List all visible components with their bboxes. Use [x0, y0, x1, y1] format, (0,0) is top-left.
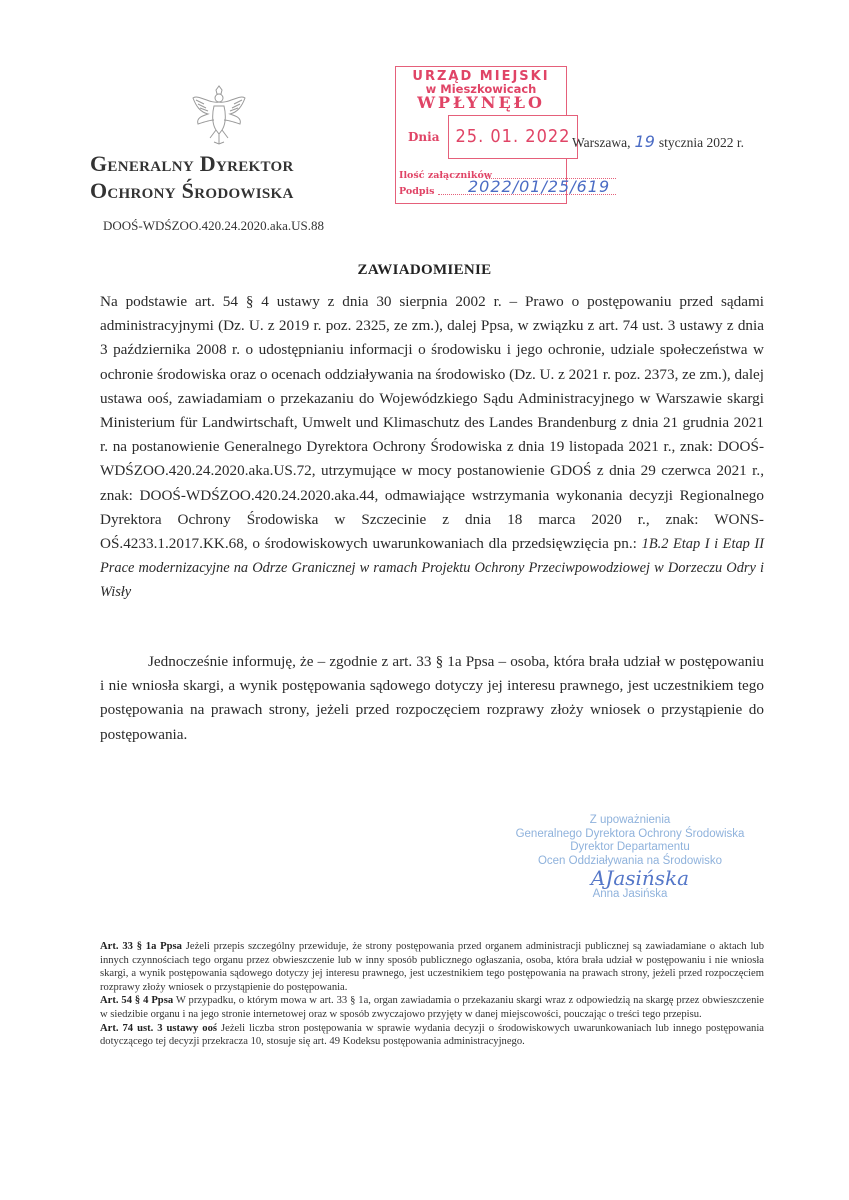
- stamp-date-value: 25. 01. 2022: [448, 115, 578, 159]
- issuer-name-line2: Ochrony Środowiska: [90, 178, 294, 203]
- paragraph-1-text: Na podstawie art. 54 § 4 ustawy z dnia 30 sierpnia 2002 r. – Prawo o postępowaniu przed sądami administracyjnymi (Dz. U. z 2019 r. poz. 2325, ze zm.), dalej Ppsa, w związku z art. 74 ust. 3 ustawy z dnia 3 października 2008 r. o udostępnianiu informacji o środowisku i jego ochronie, udziale społeczeństwa w ochronie środowiska oraz o ocenach oddziaływania na środowisko (Dz. U. z 2021 r. poz. 2373, ze zm.), dalej ustawa ooś, zawiadamiam o przekazaniu do Wojewódzkiego Sądu Administracyjnego w Warszawie skargi Ministerium für Landwirtschaft, Umwelt und Klimaschutz des Landes Brandenburg z dnia 21 grudnia 2021 r. na postanowienie Generalnego Dyrektora Ochrony Środowiska z dnia 19 listopada 2021 r., znak: DOOŚ-WDŚZOO.420.24.2020.aka.US.72, utrzymujące w mocy postanowienie GDOŚ z dnia 29 czerwca 2021 r., znak: DOOŚ-WDŚZOO.420.24.2020.aka.44, odmawiające wstrzymania wykonania decyzji Regionalnego Dyrektora Ochrony Środowiska w Szczecinie z dnia 18 marca 2020 r., znak: WONS-OŚ.4233.1.2017.KK.68, o środowiskowych uwarunkowaniach dla przedsięwzięcia pn.:: [100, 293, 764, 553]
- paragraph-2: Jednocześnie informuję, że – zgodnie z art. 33 § 1a Ppsa – osoba, która brała udział w postępowaniu i nie wniosła skargi, a wynik postępowania sądowego dotyczy jej interesu prawnego, jest uczestnikiem tego postępowania na prawach strony, jeżeli przed rozpoczęciem rozprawy złoży wniosek o przystąpienie do postępowania.: [100, 653, 764, 743]
- footnote-art74: [100, 1022, 764, 1049]
- footnote-label: Art. 54 § 4 Ppsa: [100, 995, 174, 1007]
- handwritten-signature: AJasińska: [590, 866, 690, 890]
- signature-line4: Ocen Oddziaływania na Środowisko: [537, 854, 723, 867]
- polish-eagle-emblem-icon: [190, 84, 248, 148]
- legal-footnotes: [100, 940, 764, 1049]
- stamp-handwritten-number: 2022/01/25/619: [468, 177, 611, 196]
- stamp-date-label: Dnia: [408, 130, 440, 144]
- footnote-label: Art. 74 ust. 3 ustawy ooś: [100, 1022, 218, 1034]
- stamp-town: w Mieszkowicach: [425, 82, 537, 96]
- footnote-art54: [100, 994, 764, 1021]
- document-title: ZAWIADOMIENIE: [357, 262, 492, 278]
- footnote-text: Jeżeli przepis szczególny przewiduje, że strony postępowania przed organem administracji publicznej są zawiadamiane o aktach lub innych czynnościach tego organu przez obwieszczenie lub w inny sposób publicznego ogłaszania, osoba, która brała udział w postępowaniu i nie wniosła skargi, a wynik postępowania sądowego dotyczy jej interesu prawnego, jest uczestnikiem tego postępowania na prawach strony, jeżeli przed rozpoczęciem rozprawy złoży wniosek o przystąpienie do postępowania.: [100, 941, 764, 993]
- signature-line2: Generalnego Dyrektora Ochrony Środowiska: [515, 827, 745, 840]
- project-name: 1B.2 Etap I i Etap II Prace modernizacyjne na Odrze Granicznej w ramach Projektu Ochrony Przeciwpowodziowej w Dorzeczu Odry i Wisły: [100, 536, 764, 601]
- footnote-text: W przypadku, o którym mowa w art. 33 § 1a, organ zawiadamia o przekazaniu skargi wraz z odpowiedzią na skargę przez obwieszczenie w siedzibie organu i na jego stronie internetowej oraz w sposób zwyczajowo przyjęty w danej miejscowości, pouczając o treści tego przepisu.: [100, 995, 765, 1020]
- signatory-name: Anna Jasińska: [592, 888, 668, 900]
- issuer-name: [90, 150, 294, 204]
- footnote-art33: [100, 940, 764, 994]
- place-date: [572, 132, 744, 151]
- issuer-name-line1: Generalny Dyrektor: [90, 151, 294, 176]
- stamp-attachments-label: Ilość załączników: [399, 170, 492, 181]
- paragraph-1: [100, 290, 764, 605]
- stamp-signature-label: Podpis: [399, 186, 435, 197]
- signature-line3: Dyrektor Departamentu: [570, 841, 690, 853]
- footnote-label: Art. 33 § 1a Ppsa: [100, 941, 182, 952]
- place-date-day: 19: [634, 132, 655, 151]
- place-city: Warszawa,: [572, 135, 631, 150]
- signature-block: [490, 814, 770, 902]
- stamp-office: URZĄD MIEJSKI: [412, 69, 550, 84]
- signature-line1: Z upoważnienia: [589, 814, 671, 826]
- stamp-received: WPŁYNĘŁO: [417, 93, 545, 112]
- footnote-text: Jeżeli liczba stron postępowania w sprawie wydania decyzji o środowiskowych uwarunkowaniach lub innego postępowania dotyczącego tej decyzji przekracza 10, stosuje się art. 49 Kodeksu postępowania administracyjnego.: [100, 1022, 764, 1048]
- place-date-rest: stycznia 2022 r.: [658, 135, 744, 150]
- reference-number: DOOŚ-WDŚZOO.420.24.2020.aka.US.88: [103, 218, 324, 233]
